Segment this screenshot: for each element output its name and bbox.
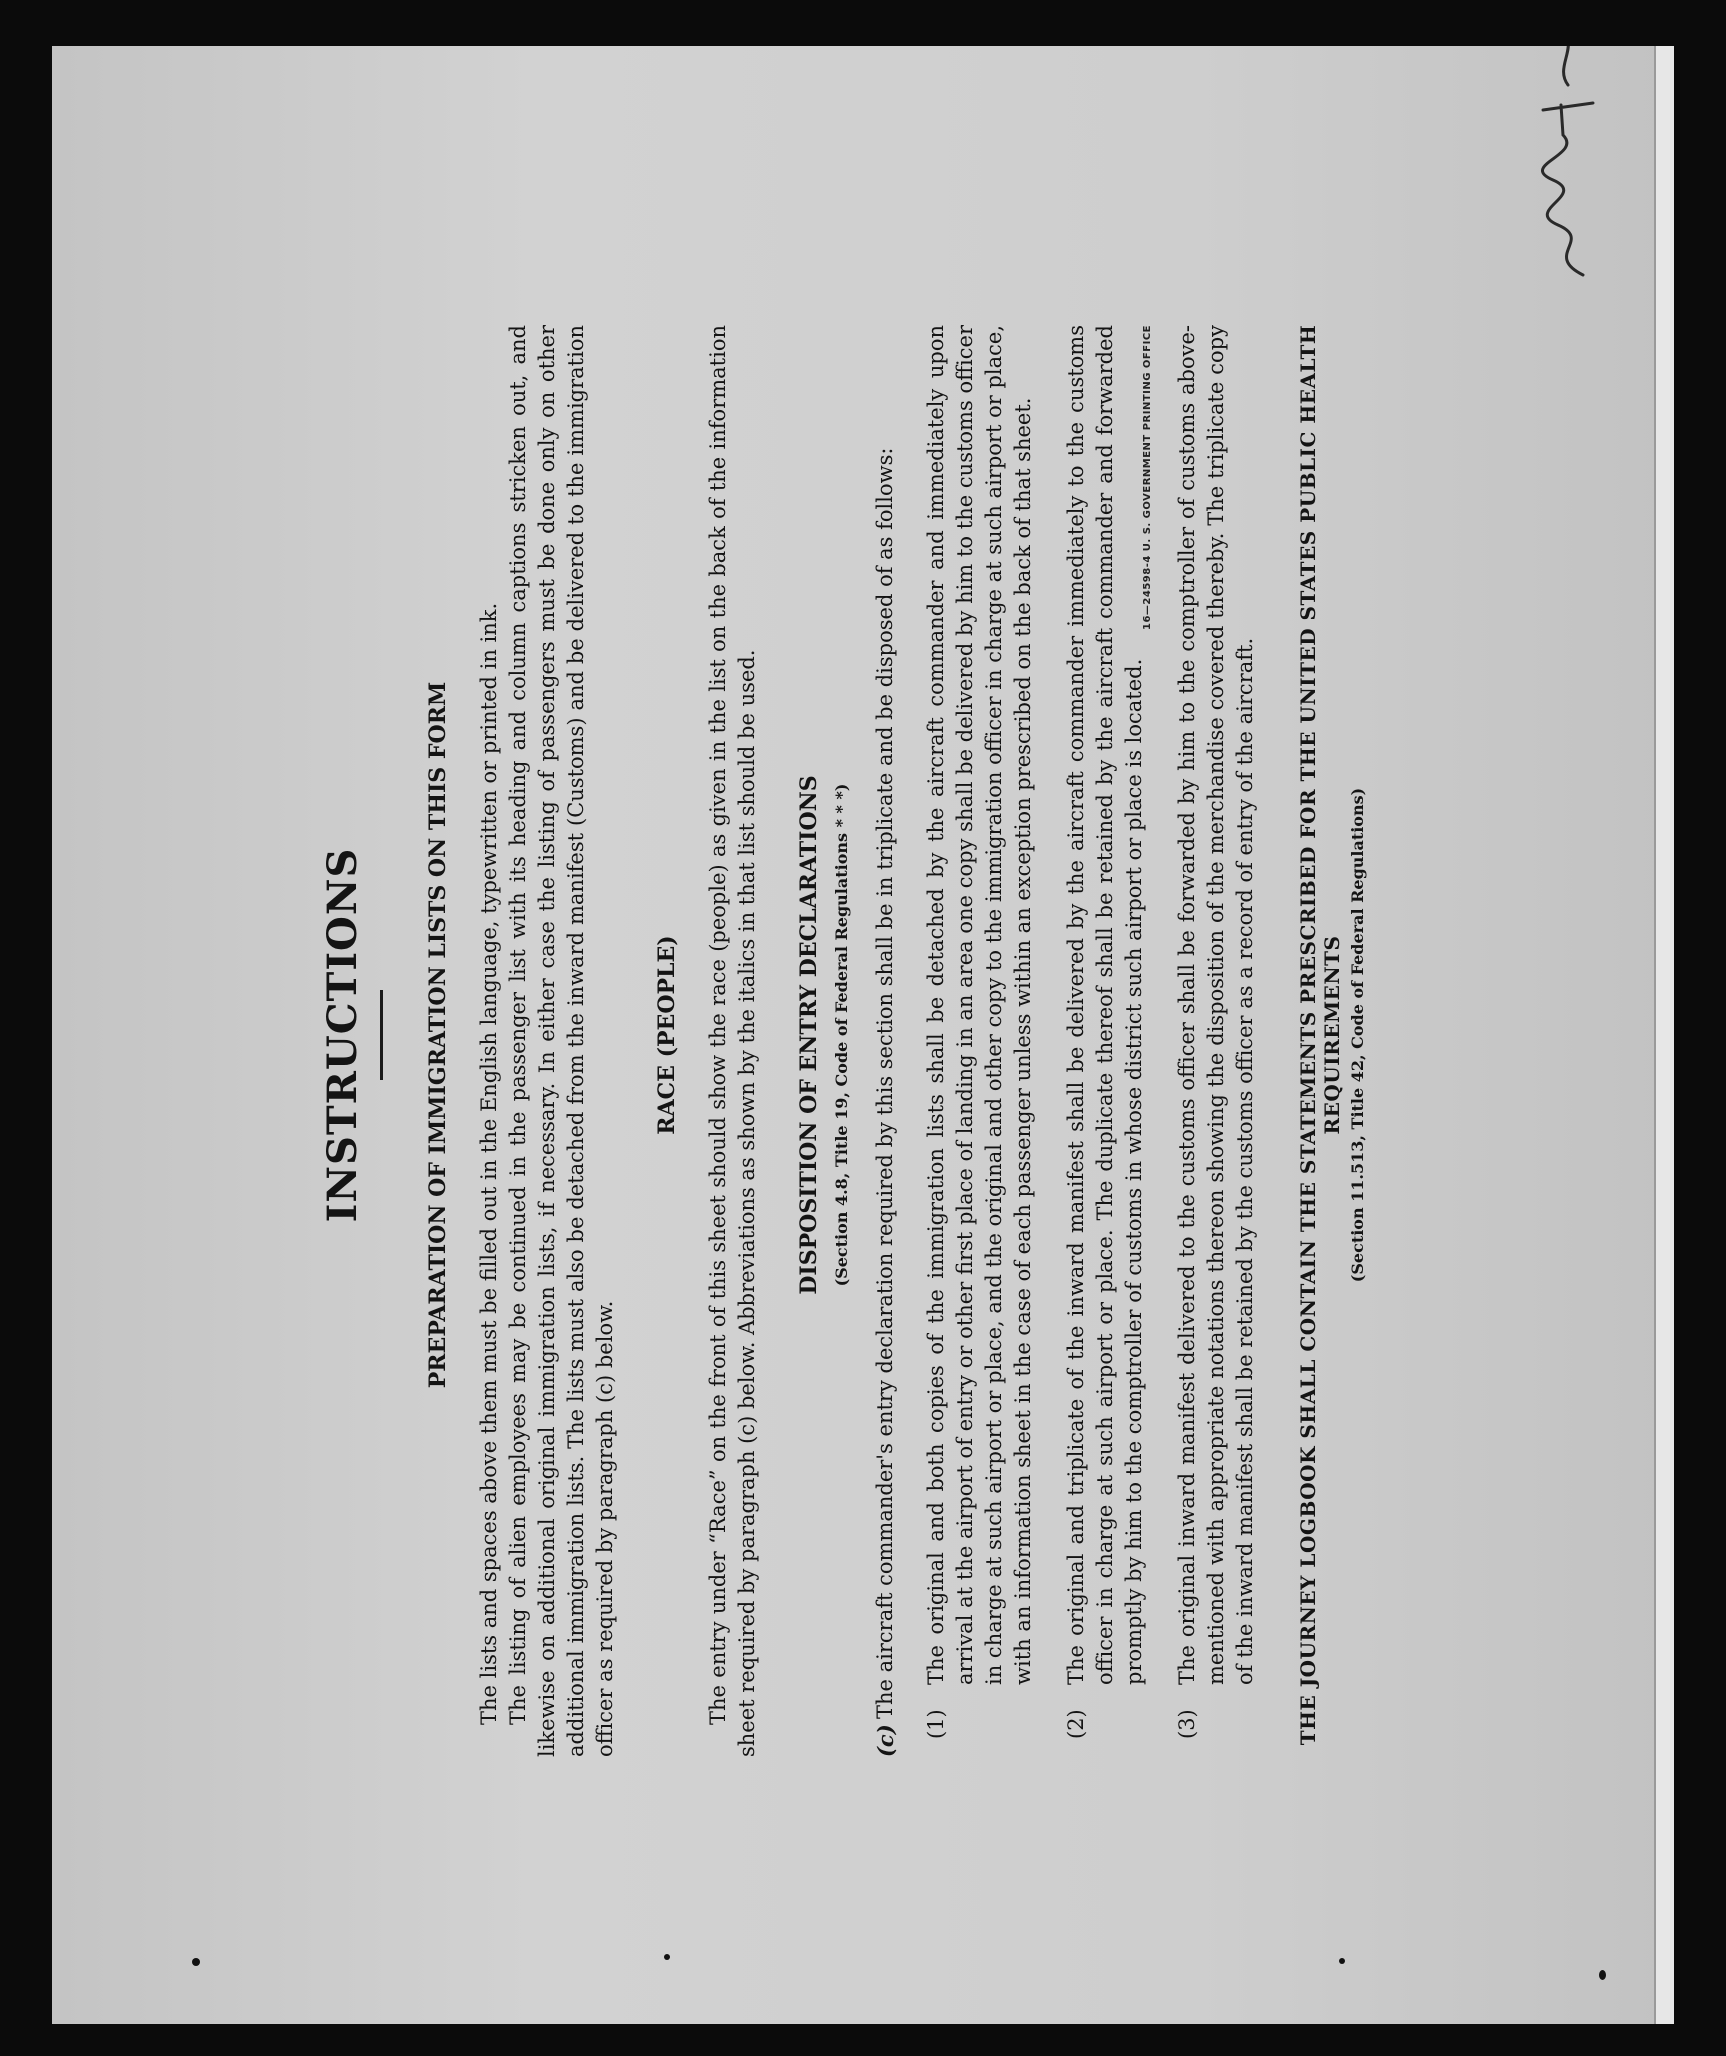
item-text: The original and triplicate of the inward manifest shall be delivered by the aircraft commander immediately to the customs officer in charge at such airport or place. The duplicate thereof shall be retained by the aircraft commander and forwarded promptly by him to the comptroller of customs in whose district such airport or place is located. (1064, 325, 1146, 1685)
list-item (1062, 325, 1149, 1757)
scan-speck (664, 1954, 670, 1960)
signature-stroke (1542, 46, 1598, 275)
title-rule (380, 990, 383, 1080)
item-text: The original and both copies of the immigration lists shall be detached by the aircraft commander and immediately upon arrival at the airport of entry or other first place of landing in an area one copy shall be delivered by him to the customs officer in charge at such airport or place, and the original and other copy to the immigration officer in charge at such airport or place, with an information sheet in the case of each passenger unless within an exception prescribed on the back of that sheet. (924, 325, 1035, 1685)
section-heading-race: RACE (PEOPLE) (654, 935, 680, 1135)
item-c (871, 325, 900, 1757)
item-number: (2) (1064, 1709, 1088, 1739)
preparation-paragraph-2: The listing of alien employees may be continued in the passenger list with its heading and column captions stricken out, and likewise on additional original immigration lists, if necessary. In either case the listing of passengers must be done only on other additional immigration lists. The lists must also be detached from the inward manifest (Customs) and be delivered to the immigration officer as required by paragraph (c) below. (506, 325, 617, 1757)
scan-speck (192, 1958, 200, 1966)
preparation-paragraph-1: The lists and spaces above them must be filled out in the English language, typewritten or printed in ink. (477, 602, 501, 1725)
section-heading-preparation: PREPARATION OF IMMIGRATION LISTS ON THIS FORM (425, 681, 451, 1389)
disposition-citation: (Section 4.8, Title 19, Code of Federal Regulations * * *) (832, 783, 851, 1287)
printing-office-imprint: 16—24598-4 U. S. GOVERNMENT PRINTING OFFICE (1142, 325, 1153, 630)
list-item (922, 325, 1038, 1757)
handwritten-signature (1523, 46, 1613, 285)
scan-edge-strip (1654, 46, 1674, 2024)
item-text: The original inward manifest delivered to the customs officer shall be forwarded by him to the comptroller of customs above-mentioned with appropriate notations thereon showing the disposition of the merchandise covered thereby. The triplicate copy of the inward manifest shall be retained by the customs officer as a record of entry of the aircraft. (1175, 325, 1257, 1685)
race-paragraph: The entry under “Race” on the front of this sheet should show the race (people) as given in the list on the back of the information sheet required by paragraph (c) below. Abbreviations as shown by the italics in that list should be used. (706, 325, 759, 1757)
list-item (1173, 325, 1260, 1757)
scan-speck (1599, 1970, 1606, 1980)
footer-heading: THE JOURNEY LOGBOOK SHALL CONTAIN THE STATEMENTS PRESCRIBED FOR THE UNITED STATES PUBLIC HEALTH REQUIREMENTS (1296, 324, 1344, 1746)
scan-speck (1339, 1958, 1345, 1964)
item-number: (3) (1175, 1709, 1199, 1739)
page-title: INSTRUCTIONS (319, 847, 366, 1223)
document-sheet (52, 46, 1674, 2024)
section-heading-disposition: DISPOSITION OF ENTRY DECLARATIONS (796, 775, 822, 1295)
footer-citation: (Section 11.513, Title 42, Code of Federal Regulations) (1348, 787, 1367, 1283)
item-c-label: (c) (873, 1724, 898, 1757)
item-c-text: The aircraft commander's entry declaration required by this section shall be in triplicate and be disposed of as follows: (873, 447, 897, 1719)
item-number: (1) (924, 1709, 948, 1739)
rotated-content (103, 255, 1623, 1815)
